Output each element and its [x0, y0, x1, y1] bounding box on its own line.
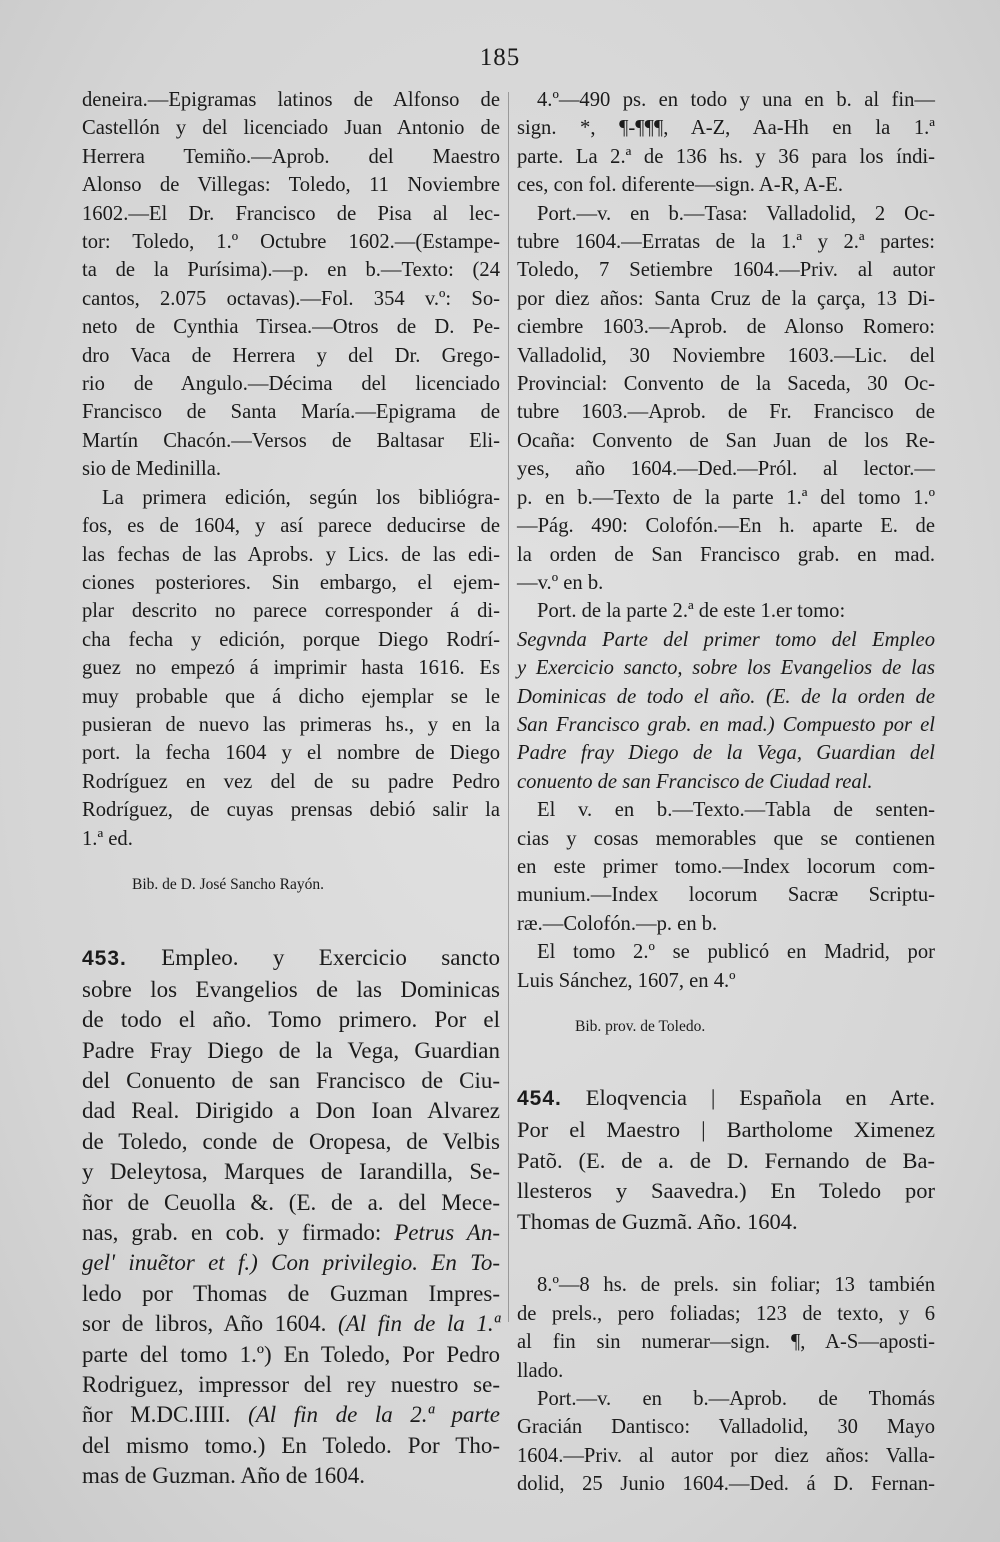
text-line: Alonso de Villegas: Toledo, 11 Noviembre — [82, 174, 500, 197]
text-line: del mismo tomo.) En Toledo. Por Tho- — [82, 1432, 500, 1458]
text-line: 8.º—8 hs. de prels. sin foliar; 13 también — [537, 1274, 935, 1297]
text-line: ñor de Ceuolla &. (E. de a. del Mece- — [82, 1189, 500, 1215]
text-line: ledo por Thomas de Guzman Impres- — [82, 1280, 500, 1306]
text-line: de prels., pero foliadas; 123 de texto, y 6 — [517, 1302, 935, 1325]
text-line: ciones posteriores. Sin embargo, el ejem- — [82, 571, 500, 594]
text-line: conuento de san Francisco de Ciudad real. — [517, 770, 873, 793]
text-line: pusieran de nuevo las primeras hs., y en la — [82, 713, 500, 736]
text-line: yes, año 1604.—Ded.—Pról. al lector.— — [517, 458, 935, 481]
text-line: Port.—v. en b.—Tasa: Valladolid, 2 Oc- — [537, 202, 935, 225]
text-line: Valladolid, 30 Noviembre 1603.—Lic. del — [517, 344, 935, 367]
text-line: p. en b.—Texto de la parte 1.ª del tomo 1.º — [517, 486, 935, 509]
text-line: nas, grab. en cob. y firmado: — [82, 1220, 395, 1246]
right-paragraph-5 — [517, 796, 935, 938]
text-line: La primera edición, según los bibliógra- — [102, 486, 500, 509]
text-line: dolid, 25 Junio 1604.—Ded. á D. Fernan- — [517, 1473, 935, 1496]
text-line: Port.—v. en b.—Aprob. de Thomás — [537, 1388, 935, 1410]
text-line: Provincial: Convento de la Saceda, 30 Oc- — [517, 373, 935, 396]
text-line: ces, con fol. diferente—sign. A-R, A-E. — [517, 174, 843, 197]
text-line: neto de Cynthia Tirsea.—Otros de D. Pe- — [82, 316, 500, 339]
text-line: tubre 1604.—Erratas de la 1.ª y 2.ª partes: — [517, 231, 935, 254]
text-line: cha fecha y edición, porque Diego Rodrí- — [82, 628, 500, 651]
text-line: ñor M.DC.IIII. — [82, 1402, 249, 1428]
text-line: Herrera Temiño.—Aprob. del Maestro — [82, 145, 500, 168]
left-column — [82, 86, 500, 1492]
text-line: Por el Maestro | Bartholome Ximenez — [517, 1117, 935, 1142]
library-reference: Bib. prov. de Toledo. — [575, 1018, 706, 1035]
entry-453 — [82, 943, 500, 1491]
text-line: rio de Angulo.—Décima del licenciado — [82, 373, 500, 396]
text-line: port. la fecha 1604 y el nombre de Diego — [82, 742, 500, 765]
right-paragraph-6 — [517, 938, 935, 995]
text-line: sobre los Evangelios de las Dominicas — [82, 976, 500, 1002]
text-line: tubre 1603.—Aprob. de Fr. Francisco de — [517, 401, 935, 424]
text-line: en este primer tomo.—Index locorum com- — [517, 855, 935, 878]
text-line: de Toledo, conde de Oropesa, de Velbis — [82, 1128, 500, 1154]
text-line: —Pág. 490: Colofón.—En h. aparte E. de — [517, 515, 935, 538]
right-paragraph-8 — [517, 1385, 935, 1499]
text-line: por diez años: Santa Cruz de la çarça, 13 Di- — [517, 287, 935, 310]
text-line: guez no empezó á imprimir hasta 1616. Es — [82, 657, 500, 680]
text-line: las fechas de las Aprobs. y Lics. de las edi- — [82, 543, 500, 566]
text-line: El v. en b.—Texto.—Tabla de senten- — [537, 799, 935, 822]
text-line: al fin sin numerar—sign. ¶, A-S—aposti- — [517, 1331, 935, 1354]
page-number: 185 — [479, 44, 521, 71]
text-line: Rodríguez, de cuyas prensas debió salir la — [82, 799, 500, 822]
right-paragraph-7 — [517, 1271, 935, 1385]
right-column — [517, 86, 935, 1499]
text-line: cantos, 2.075 octavas).—Fol. 354 v.º: So- — [82, 287, 500, 310]
text-line: 1.ª ed. — [82, 827, 133, 850]
text-line: Port. de la parte 2.ª de este 1.er tomo: — [537, 600, 846, 623]
text-line: 1602.—El Dr. Francisco de Pisa al lec- — [82, 202, 500, 225]
italic-text: Petrus An- — [394, 1220, 500, 1246]
text-line: ta de la Purísima).—p. en b.—Texto: (24 — [82, 259, 500, 282]
text-line: Ocaña: Convento de San Juan de los Re- — [517, 429, 935, 452]
text-line: la orden de San Francisco grab. en mad. — [517, 543, 935, 566]
text-line: tor: Toledo, 1.º Octubre 1602.—(Estampe- — [82, 231, 500, 254]
column-divider — [508, 92, 509, 1322]
text-line: Francisco de Santa María.—Epigrama de — [82, 401, 500, 424]
text-line: llesteros y Saavedra.) En Toledo por — [517, 1178, 935, 1204]
text-line: gel' inuẽtor et f.) Con privilegio. En To- — [82, 1250, 500, 1276]
text-line: Eloqvencia | Española en Arte. — [585, 1085, 935, 1111]
text-line: Patõ. (E. de a. de D. Fernando de Ba- — [517, 1147, 935, 1173]
text-line: Rodríguez en vez del de su padre Pedro — [82, 770, 500, 793]
text-line: dro Vaca de Herrera y del Dr. Grego- — [82, 344, 500, 367]
right-paragraph-2 — [517, 200, 935, 598]
text-line: parte del tomo 1.º) En Toledo, Por Pedro — [82, 1341, 500, 1367]
text-line: del Conuento de san Francisco de Ciu- — [82, 1068, 500, 1093]
italic-text: (Al fin de la 1.ª — [338, 1311, 500, 1337]
left-paragraph-1 — [82, 86, 500, 484]
text-line: mas de Guzman. Año de 1604. — [82, 1463, 365, 1489]
text-line: sign. *, ¶-¶¶¶, A-Z, Aa-Hh en la 1.ª — [517, 117, 935, 140]
text-line: plar descrito no parece corresponder á di- — [82, 600, 500, 623]
text-line: Toledo, 7 Setiembre 1604.—Priv. al autor — [517, 259, 935, 282]
text-line: y Exercicio sancto, sobre los Evangelios de las — [517, 657, 935, 680]
italic-title-transcription — [517, 626, 935, 796]
text-line: muy probable que á dicho ejemplar se le — [82, 685, 500, 708]
text-line: El tomo 2.º se publicó en Madrid, por — [537, 941, 935, 964]
text-line: 4.º—490 ps. en todo y una en b. al fin— — [537, 89, 935, 111]
text-line: Castellón y del licenciado Juan Antonio de — [82, 117, 500, 140]
text-line: Gracián Dantisco: Valladolid, 30 Mayo — [517, 1416, 935, 1439]
text-line: San Francisco grab. en mad.) Compuesto por el — [517, 713, 935, 736]
text-line: Segvnda Parte del primer tomo del Empleo — [517, 628, 935, 651]
text-line: fos, es de 1604, y así parece deducirse de — [82, 515, 500, 538]
text-line: Thomas de Guzmã. Año. 1604. — [517, 1208, 798, 1234]
entry-number: 454. — [517, 1087, 562, 1111]
text-line: cias y cosas memorables que se contienen — [517, 827, 935, 850]
text-line: ciembre 1603.—Aprob. de Alonso Romero: — [517, 316, 935, 339]
text-line: y Deleytosa, Marques de Iarandilla, Se- — [82, 1159, 500, 1185]
entry-454 — [517, 1083, 935, 1237]
text-line: de todo el año. Tomo primero. Por el — [82, 1007, 500, 1033]
right-paragraph-1 — [517, 86, 935, 200]
text-line: deneira.—Epigramas latinos de Alfonso de — [82, 89, 500, 111]
text-line: sor de libros, Año 1604. — [82, 1311, 339, 1337]
text-line: sio de Medinilla. — [82, 458, 221, 481]
text-line: Dominicas de todo el año. (E. de la orden de — [517, 685, 935, 708]
italic-text: (Al fin de la 2.ª parte — [248, 1402, 501, 1428]
text-line: llado. — [517, 1359, 564, 1382]
text-line: 1604.—Priv. al autor por diez años: Valla- — [517, 1444, 935, 1467]
text-line: Luis Sánchez, 1607, en 4.º — [517, 969, 736, 992]
text-line: dad Real. Dirigido a Don Ioan Alvarez — [82, 1098, 500, 1124]
left-paragraph-2 — [82, 484, 500, 853]
text-line: —v.º en b. — [517, 571, 604, 594]
text-line: ræ.—Colofón.—p. en b. — [517, 912, 718, 935]
text-line: Padre fray Diego de la Vega, Guardian del — [517, 742, 935, 765]
text-line: parte. La 2.ª de 136 hs. y 36 para los índi- — [517, 145, 935, 168]
text-line: Martín Chacón.—Versos de Baltasar Eli- — [82, 429, 500, 452]
text-line: Rodriguez, impressor del rey nuestro se- — [82, 1372, 500, 1398]
library-reference: Bib. de D. José Sancho Rayón. — [132, 875, 325, 893]
text-line: Empleo. y Exercicio sancto — [161, 945, 500, 971]
entry-number: 453. — [82, 947, 127, 971]
text-line: Padre Fray Diego de la Vega, Guardian — [82, 1037, 500, 1063]
text-line: munium.—Index locorum Sacræ Scriptu- — [517, 884, 935, 907]
